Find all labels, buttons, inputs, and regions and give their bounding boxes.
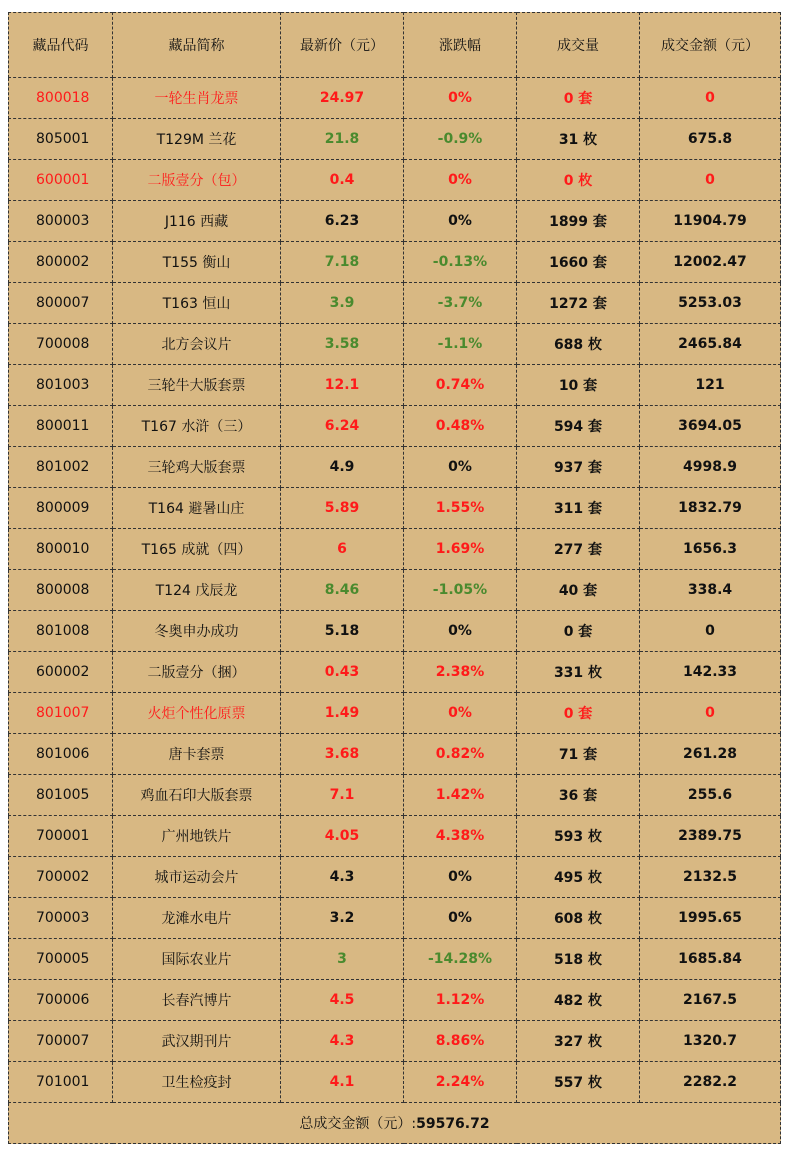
amount-cell: 0 — [640, 78, 781, 119]
name-cell: J116 西藏 — [113, 201, 281, 242]
change-cell: 0% — [404, 447, 517, 488]
price-cell: 4.05 — [281, 816, 404, 857]
price-cell: 4.5 — [281, 980, 404, 1021]
name-cell: T129M 兰花 — [113, 119, 281, 160]
volume-cell: 593 枚 — [517, 816, 640, 857]
change-cell: 0% — [404, 611, 517, 652]
change-cell: 0% — [404, 201, 517, 242]
amount-cell: 2465.84 — [640, 324, 781, 365]
amount-cell: 121 — [640, 365, 781, 406]
volume-cell: 482 枚 — [517, 980, 640, 1021]
name-cell: 火炬个性化原票 — [113, 693, 281, 734]
code-cell: 801002 — [9, 447, 113, 488]
stamp-quotes-table — [8, 12, 781, 1144]
price-cell: 4.3 — [281, 1021, 404, 1062]
change-cell: 4.38% — [404, 816, 517, 857]
volume-cell: 608 枚 — [517, 898, 640, 939]
name-cell: 三轮鸡大版套票 — [113, 447, 281, 488]
name-cell: 鸡血石印大版套票 — [113, 775, 281, 816]
price-cell: 5.18 — [281, 611, 404, 652]
change-cell: 0% — [404, 78, 517, 119]
amount-cell: 338.4 — [640, 570, 781, 611]
name-cell: 一轮生肖龙票 — [113, 78, 281, 119]
header-price: 最新价（元） — [281, 13, 404, 78]
volume-cell: 0 套 — [517, 611, 640, 652]
code-cell: 800003 — [9, 201, 113, 242]
change-cell: 0% — [404, 898, 517, 939]
table-row — [9, 324, 781, 365]
code-cell: 801003 — [9, 365, 113, 406]
code-cell: 800007 — [9, 283, 113, 324]
amount-cell: 3694.05 — [640, 406, 781, 447]
code-cell: 801008 — [9, 611, 113, 652]
volume-cell: 688 枚 — [517, 324, 640, 365]
name-cell: 龙滩水电片 — [113, 898, 281, 939]
name-cell: 三轮牛大版套票 — [113, 365, 281, 406]
change-cell: 8.86% — [404, 1021, 517, 1062]
amount-cell: 2167.5 — [640, 980, 781, 1021]
code-cell: 700006 — [9, 980, 113, 1021]
table-body — [9, 78, 781, 1103]
total-cell — [9, 1103, 781, 1144]
total-value: 59576.72 — [416, 1116, 490, 1132]
name-cell: T164 避暑山庄 — [113, 488, 281, 529]
volume-cell: 1660 套 — [517, 242, 640, 283]
name-cell: 广州地铁片 — [113, 816, 281, 857]
table-row — [9, 447, 781, 488]
code-cell: 700007 — [9, 1021, 113, 1062]
volume-cell: 71 套 — [517, 734, 640, 775]
price-cell: 4.3 — [281, 857, 404, 898]
price-cell: 6.24 — [281, 406, 404, 447]
change-cell: -1.1% — [404, 324, 517, 365]
change-cell: -3.7% — [404, 283, 517, 324]
volume-cell: 327 枚 — [517, 1021, 640, 1062]
change-cell: 0.82% — [404, 734, 517, 775]
price-cell: 4.9 — [281, 447, 404, 488]
amount-cell: 1995.65 — [640, 898, 781, 939]
name-cell: 武汉期刊片 — [113, 1021, 281, 1062]
volume-cell: 10 套 — [517, 365, 640, 406]
code-cell: 800009 — [9, 488, 113, 529]
name-cell: T167 水浒（三） — [113, 406, 281, 447]
total-row — [9, 1103, 781, 1144]
code-cell: 701001 — [9, 1062, 113, 1103]
code-cell: 800008 — [9, 570, 113, 611]
price-cell: 8.46 — [281, 570, 404, 611]
table-row — [9, 160, 781, 201]
table-row — [9, 406, 781, 447]
volume-cell: 36 套 — [517, 775, 640, 816]
name-cell: 北方会议片 — [113, 324, 281, 365]
amount-cell: 255.6 — [640, 775, 781, 816]
header-change: 涨跌幅 — [404, 13, 517, 78]
table-row — [9, 488, 781, 529]
volume-cell: 1899 套 — [517, 201, 640, 242]
code-cell: 800002 — [9, 242, 113, 283]
header-amount: 成交金额（元） — [640, 13, 781, 78]
volume-cell: 0 枚 — [517, 160, 640, 201]
change-cell: 0% — [404, 160, 517, 201]
volume-cell: 0 套 — [517, 78, 640, 119]
price-cell: 12.1 — [281, 365, 404, 406]
volume-cell: 937 套 — [517, 447, 640, 488]
name-cell: T163 恒山 — [113, 283, 281, 324]
price-cell: 6 — [281, 529, 404, 570]
header-row — [9, 13, 781, 78]
change-cell: 1.12% — [404, 980, 517, 1021]
change-cell: -0.13% — [404, 242, 517, 283]
header-code: 藏品代码 — [9, 13, 113, 78]
change-cell: -1.05% — [404, 570, 517, 611]
code-cell: 700008 — [9, 324, 113, 365]
name-cell: T124 戊辰龙 — [113, 570, 281, 611]
table-row — [9, 816, 781, 857]
amount-cell: 675.8 — [640, 119, 781, 160]
change-cell: 1.55% — [404, 488, 517, 529]
change-cell: 0.48% — [404, 406, 517, 447]
amount-cell: 1320.7 — [640, 1021, 781, 1062]
price-cell: 7.1 — [281, 775, 404, 816]
code-cell: 800010 — [9, 529, 113, 570]
price-cell: 24.97 — [281, 78, 404, 119]
table-row — [9, 611, 781, 652]
price-cell: 3.2 — [281, 898, 404, 939]
price-cell: 1.49 — [281, 693, 404, 734]
name-cell: T155 衡山 — [113, 242, 281, 283]
change-cell: 2.24% — [404, 1062, 517, 1103]
code-cell: 700003 — [9, 898, 113, 939]
volume-cell: 594 套 — [517, 406, 640, 447]
price-cell: 3.58 — [281, 324, 404, 365]
amount-cell: 12002.47 — [640, 242, 781, 283]
name-cell: 卫生检疫封 — [113, 1062, 281, 1103]
table-row — [9, 242, 781, 283]
volume-cell: 495 枚 — [517, 857, 640, 898]
amount-cell: 0 — [640, 693, 781, 734]
volume-cell: 518 枚 — [517, 939, 640, 980]
price-cell: 6.23 — [281, 201, 404, 242]
volume-cell: 277 套 — [517, 529, 640, 570]
code-cell: 600001 — [9, 160, 113, 201]
volume-cell: 0 套 — [517, 693, 640, 734]
stamp-quotes-table-container — [8, 12, 780, 1144]
change-cell: 0% — [404, 693, 517, 734]
amount-cell: 1832.79 — [640, 488, 781, 529]
table-row — [9, 119, 781, 160]
table-row — [9, 201, 781, 242]
table-row — [9, 898, 781, 939]
price-cell: 3.9 — [281, 283, 404, 324]
change-cell: 0% — [404, 857, 517, 898]
amount-cell: 2132.5 — [640, 857, 781, 898]
code-cell: 700005 — [9, 939, 113, 980]
amount-cell: 261.28 — [640, 734, 781, 775]
header-name: 藏品简称 — [113, 13, 281, 78]
code-cell: 800011 — [9, 406, 113, 447]
price-cell: 7.18 — [281, 242, 404, 283]
price-cell: 5.89 — [281, 488, 404, 529]
amount-cell: 5253.03 — [640, 283, 781, 324]
table-row — [9, 693, 781, 734]
table-row — [9, 775, 781, 816]
table-row — [9, 980, 781, 1021]
amount-cell: 0 — [640, 160, 781, 201]
change-cell: -0.9% — [404, 119, 517, 160]
name-cell: 冬奥申办成功 — [113, 611, 281, 652]
change-cell: 0.74% — [404, 365, 517, 406]
table-row — [9, 570, 781, 611]
amount-cell: 11904.79 — [640, 201, 781, 242]
table-row — [9, 365, 781, 406]
name-cell: 城市运动会片 — [113, 857, 281, 898]
table-row — [9, 529, 781, 570]
name-cell: 国际农业片 — [113, 939, 281, 980]
price-cell: 0.43 — [281, 652, 404, 693]
code-cell: 600002 — [9, 652, 113, 693]
volume-cell: 1272 套 — [517, 283, 640, 324]
name-cell: 二版壹分（包） — [113, 160, 281, 201]
code-cell: 801005 — [9, 775, 113, 816]
volume-cell: 557 枚 — [517, 1062, 640, 1103]
volume-cell: 331 枚 — [517, 652, 640, 693]
code-cell: 801007 — [9, 693, 113, 734]
amount-cell: 2282.2 — [640, 1062, 781, 1103]
name-cell: 二版壹分（捆） — [113, 652, 281, 693]
table-row — [9, 78, 781, 119]
name-cell: T165 成就（四） — [113, 529, 281, 570]
table-row — [9, 734, 781, 775]
volume-cell: 40 套 — [517, 570, 640, 611]
change-cell: 1.42% — [404, 775, 517, 816]
volume-cell: 311 套 — [517, 488, 640, 529]
table-row — [9, 939, 781, 980]
code-cell: 800018 — [9, 78, 113, 119]
name-cell: 唐卡套票 — [113, 734, 281, 775]
amount-cell: 0 — [640, 611, 781, 652]
name-cell: 长春汽博片 — [113, 980, 281, 1021]
price-cell: 4.1 — [281, 1062, 404, 1103]
amount-cell: 142.33 — [640, 652, 781, 693]
total-label: 总成交金额（元）: — [299, 1116, 417, 1132]
table-row — [9, 1062, 781, 1103]
change-cell: 2.38% — [404, 652, 517, 693]
amount-cell: 2389.75 — [640, 816, 781, 857]
change-cell: -14.28% — [404, 939, 517, 980]
price-cell: 3.68 — [281, 734, 404, 775]
amount-cell: 1656.3 — [640, 529, 781, 570]
table-row — [9, 857, 781, 898]
table-row — [9, 1021, 781, 1062]
amount-cell: 4998.9 — [640, 447, 781, 488]
price-cell: 3 — [281, 939, 404, 980]
table-row — [9, 283, 781, 324]
change-cell: 1.69% — [404, 529, 517, 570]
code-cell: 700001 — [9, 816, 113, 857]
code-cell: 801006 — [9, 734, 113, 775]
code-cell: 805001 — [9, 119, 113, 160]
code-cell: 700002 — [9, 857, 113, 898]
table-row — [9, 652, 781, 693]
volume-cell: 31 枚 — [517, 119, 640, 160]
price-cell: 21.8 — [281, 119, 404, 160]
header-volume: 成交量 — [517, 13, 640, 78]
price-cell: 0.4 — [281, 160, 404, 201]
amount-cell: 1685.84 — [640, 939, 781, 980]
